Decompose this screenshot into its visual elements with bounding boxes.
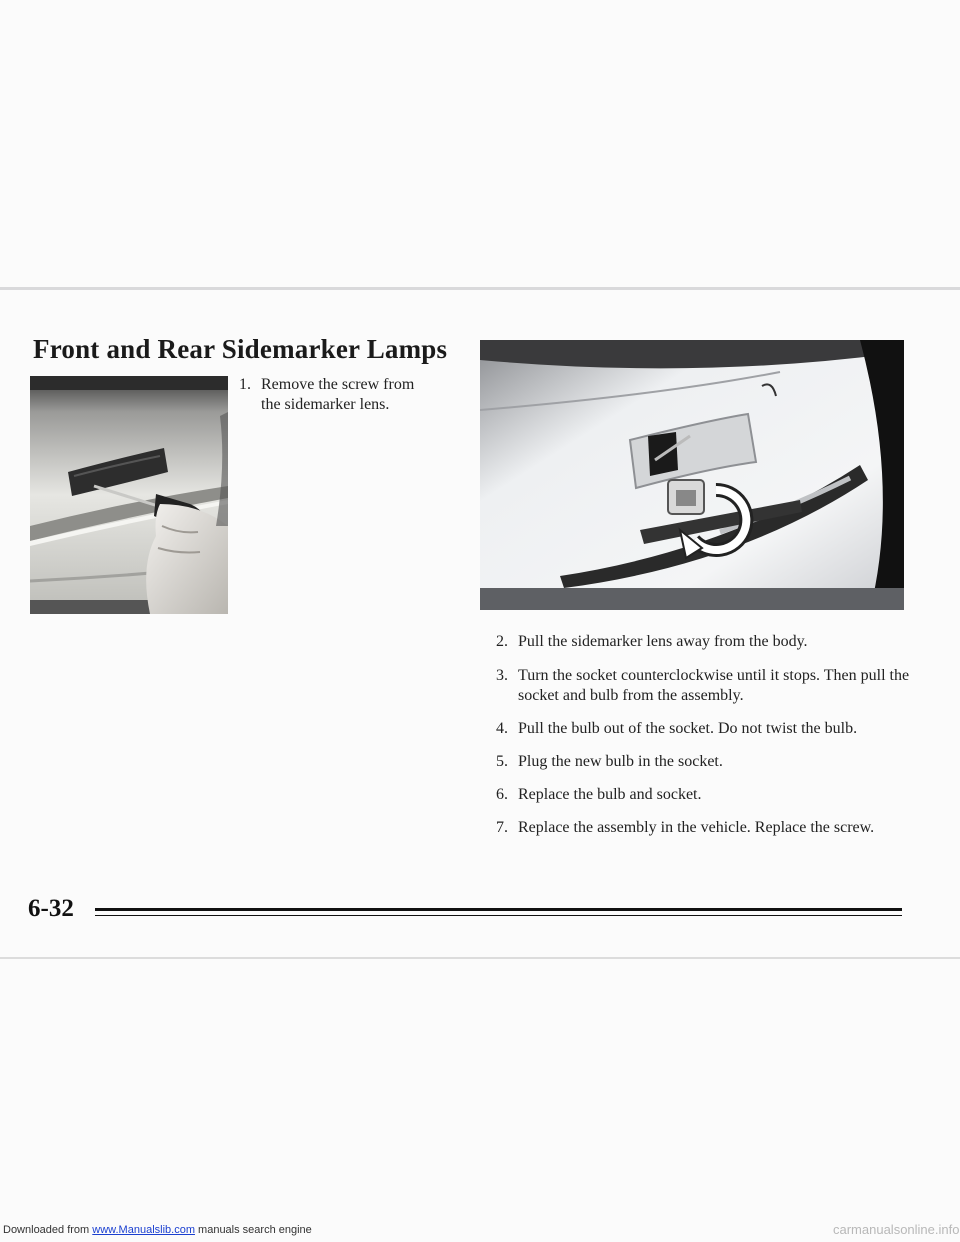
step-3 xyxy=(496,666,916,706)
step-5 xyxy=(496,752,916,772)
download-suffix: manuals search engine xyxy=(194,1224,312,1236)
step-number: 1. xyxy=(239,376,251,393)
step-text: Remove the screw from the sidemarker lens. xyxy=(261,376,415,413)
step-text: Plug the new bulb in the socket. xyxy=(518,753,723,770)
step-number: 7. xyxy=(496,819,508,836)
sidemarker-screw-photo xyxy=(30,376,228,614)
step-number: 2. xyxy=(496,633,508,650)
top-scan-band xyxy=(0,287,960,290)
step-7 xyxy=(496,818,916,838)
step-2 xyxy=(496,632,916,652)
footer-rule-thin xyxy=(95,915,902,916)
page-number: 6-32 xyxy=(28,895,74,922)
manualslib-link[interactable]: www.Manualslib.com xyxy=(92,1224,195,1236)
step-4 xyxy=(496,719,916,739)
step-number: 6. xyxy=(496,786,508,803)
bottom-scan-band xyxy=(0,957,960,959)
page-title: Front and Rear Sidemarker Lamps xyxy=(33,334,448,364)
step-text: Turn the socket counterclockwise until it stops. Then pull the socket and bulb from the assembly. xyxy=(518,667,910,704)
step-number: 4. xyxy=(496,720,508,737)
step-number: 3. xyxy=(496,667,508,684)
step-1 xyxy=(239,375,419,415)
watermark: carmanualsonline.info xyxy=(833,1222,960,1237)
footer-rule-thick xyxy=(95,908,902,911)
download-notice xyxy=(3,1224,312,1236)
step-number: 5. xyxy=(496,753,508,770)
step-text: Replace the assembly in the vehicle. Replace the screw. xyxy=(518,819,875,836)
sidemarker-socket-photo xyxy=(480,340,904,610)
step-6 xyxy=(496,785,916,805)
step-text: Pull the sidemarker lens away from the body. xyxy=(518,633,808,650)
download-prefix: Downloaded from xyxy=(3,1224,93,1236)
step-text: Replace the bulb and socket. xyxy=(518,786,702,803)
step-text: Pull the bulb out of the socket. Do not twist the bulb. xyxy=(518,720,858,737)
